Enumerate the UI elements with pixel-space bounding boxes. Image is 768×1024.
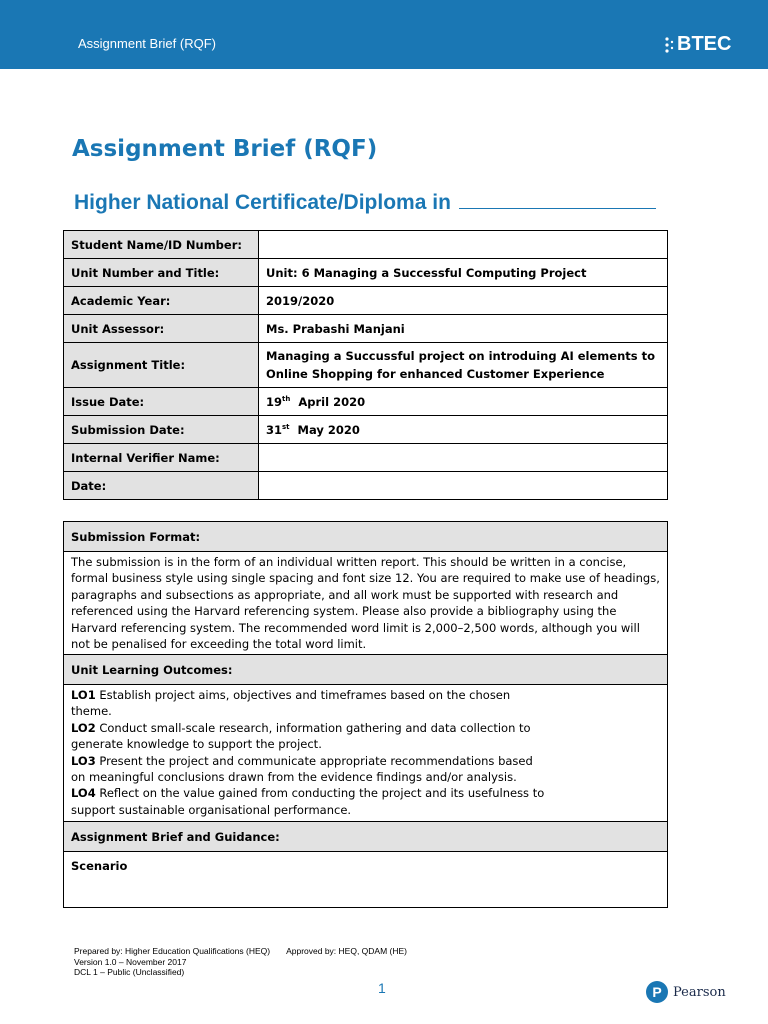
- date-suffix: st: [282, 422, 290, 431]
- lo-code: LO3: [71, 753, 96, 768]
- submission-date-value: [259, 416, 668, 444]
- date-rest: May 2020: [297, 422, 360, 437]
- table-row: [64, 552, 668, 655]
- table-row: [64, 444, 668, 472]
- lo-text-continued: on meaningful conclusions drawn from the evidence findings and/or analysis.: [71, 770, 517, 785]
- document-footer: [74, 946, 407, 978]
- page-subtitle: [74, 191, 656, 215]
- lo-text: Present the project and communicate appropriate recommendations based: [99, 753, 533, 768]
- pearson-p-icon: P: [646, 981, 668, 1003]
- btec-logo-text: BTEC: [677, 33, 732, 55]
- btec-dots-icon: [664, 36, 676, 54]
- info-value: 2019/2020: [259, 287, 668, 315]
- submission-format-heading: Submission Format:: [64, 522, 668, 552]
- info-value: Ms. Prabashi Manjani: [259, 315, 668, 343]
- info-label: Submission Date:: [64, 416, 259, 444]
- info-value: Managing a Succussful project on introduing AI elements to Online Shopping for enhanced Customer Experience: [259, 343, 668, 388]
- lo-code: LO2: [71, 720, 96, 735]
- info-value: Unit: 6 Managing a Successful Computing Project: [259, 259, 668, 287]
- table-row: [64, 343, 668, 388]
- table-row: [64, 416, 668, 444]
- info-label: Student Name/ID Number:: [64, 231, 259, 259]
- table-row: [64, 388, 668, 416]
- table-row: [64, 259, 668, 287]
- table-row: [64, 655, 668, 685]
- assignment-brief-table: [63, 521, 668, 908]
- classification-text: DCL 1 – Public (Unclassified): [74, 967, 185, 978]
- assignment-info-table: [63, 230, 668, 500]
- scenario-label: Scenario: [64, 852, 668, 908]
- learning-outcomes-body: [64, 685, 668, 822]
- lo-text: Conduct small-scale research, information gathering and data collection to: [99, 720, 531, 735]
- submission-format-body: The submission is in the form of an individual written report. This should be written in a concise, formal business style using single spacing and font size 12. You are required to make use of headings, paragraphs and subsections as appropriate, and all work must be supported with research and referenced using the Harvard referencing system. Please also provide a bibliography using the Harvard referencing system. The recommended word limit is 2,000–2,500 words, although you will not be penalised for exceeding the total word limit.: [64, 552, 668, 655]
- lo-code: LO1: [71, 688, 96, 702]
- lo-text-continued: generate knowledge to support the project.: [71, 737, 322, 752]
- info-label: Unit Number and Title:: [64, 259, 259, 287]
- table-row: [64, 685, 668, 822]
- lo-code: LO4: [71, 786, 96, 801]
- subtitle-text: Higher National Certificate/Diploma in: [74, 191, 451, 214]
- list-item: [71, 687, 660, 703]
- footer-line: [74, 946, 407, 957]
- guidance-heading: Assignment Brief and Guidance:: [64, 822, 668, 852]
- lo-text: Reflect on the value gained from conducting the project and its usefulness to: [99, 786, 545, 801]
- date-rest: April 2020: [298, 394, 366, 409]
- table-row: [64, 315, 668, 343]
- info-label: Academic Year:: [64, 287, 259, 315]
- date-day: 31: [266, 422, 283, 437]
- list-item: [71, 753, 660, 769]
- table-row: [64, 231, 668, 259]
- table-row: [64, 472, 668, 500]
- info-label: Date:: [64, 472, 259, 500]
- btec-logo: [664, 33, 731, 56]
- version-text: Version 1.0 – November 2017: [74, 956, 187, 967]
- banner-title: Assignment Brief (RQF): [78, 36, 216, 51]
- prepared-by: Prepared by: Higher Education Qualifications (HEQ): [74, 946, 271, 956]
- table-row: [64, 822, 668, 852]
- info-label: Unit Assessor:: [64, 315, 259, 343]
- page-title: Assignment Brief (RQF): [72, 136, 378, 162]
- info-label: Issue Date:: [64, 388, 259, 416]
- list-item: [71, 785, 660, 801]
- table-row: [64, 287, 668, 315]
- lo-text-continued: support sustainable organisational performance.: [71, 802, 352, 817]
- lo-text-continued: theme.: [71, 704, 112, 719]
- table-row: [64, 522, 668, 552]
- date-day: 19: [266, 394, 283, 409]
- list-item: [71, 720, 660, 736]
- pearson-logo: [646, 981, 726, 1003]
- info-label: Internal Verifier Name:: [64, 444, 259, 472]
- pearson-logo-text: Pearson: [673, 984, 726, 1000]
- learning-outcomes-heading: Unit Learning Outcomes:: [64, 655, 668, 685]
- subtitle-blank-line: [459, 207, 656, 209]
- info-label: Assignment Title:: [64, 343, 259, 388]
- table-row: [64, 852, 668, 908]
- lo-text: Establish project aims, objectives and timeframes based on the chosen: [99, 688, 511, 702]
- student-name-field[interactable]: [259, 231, 668, 259]
- header-banner: [0, 0, 768, 69]
- page-number: 1: [378, 980, 386, 996]
- approved-by: Approved by: HEQ, QDAM (HE): [286, 946, 407, 956]
- issue-date-value: [259, 388, 668, 416]
- date-suffix: th: [282, 394, 291, 403]
- date-field[interactable]: [259, 472, 668, 500]
- internal-verifier-field[interactable]: [259, 444, 668, 472]
